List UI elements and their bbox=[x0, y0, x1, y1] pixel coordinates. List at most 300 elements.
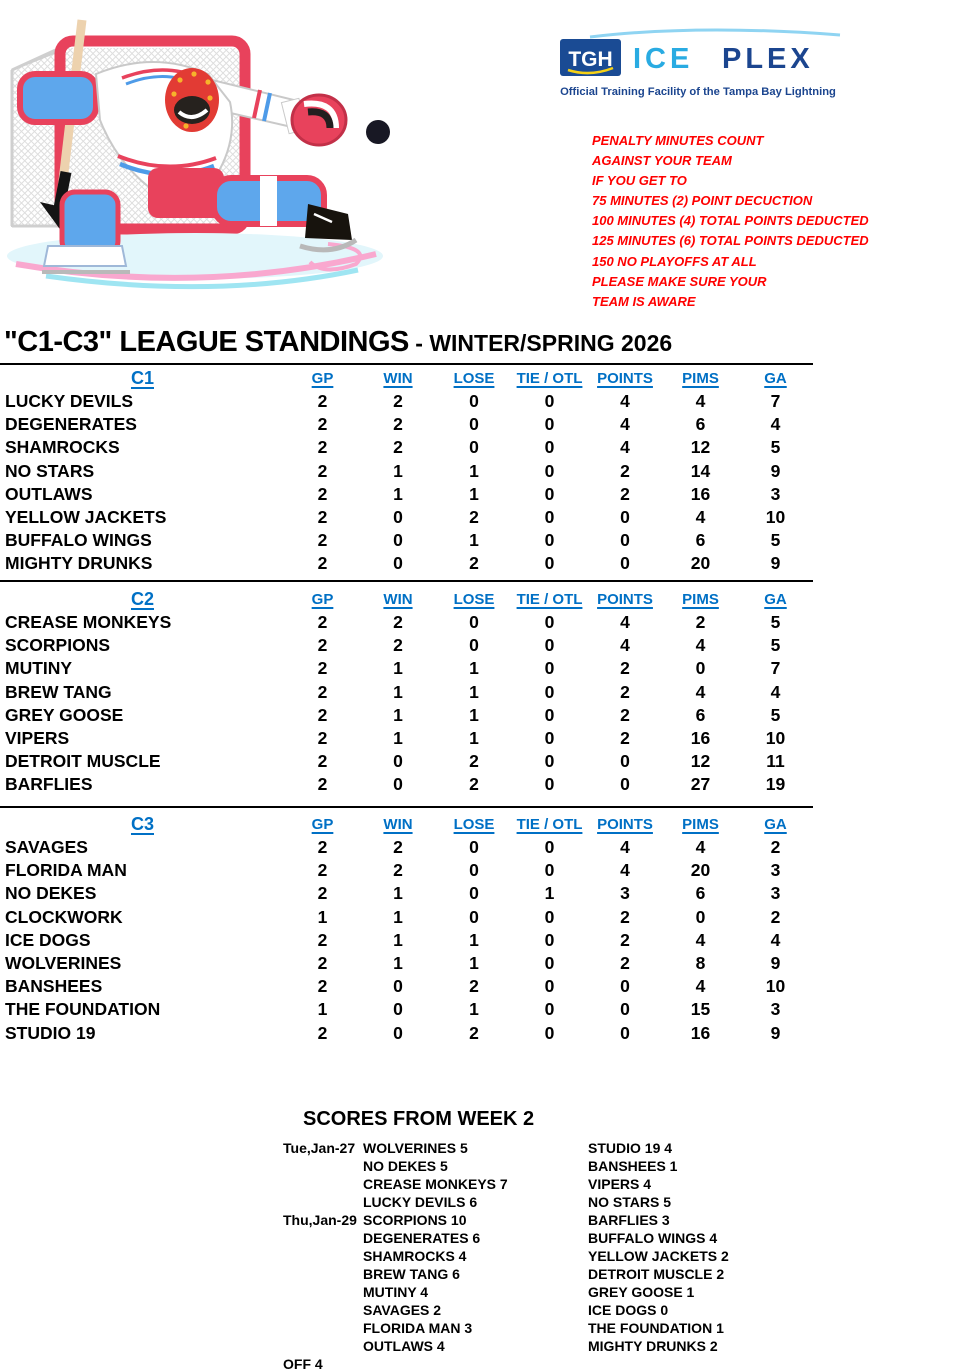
team-stat-gp: 2 bbox=[317, 460, 328, 481]
team-row bbox=[0, 681, 813, 704]
team-stat-gp: 2 bbox=[317, 929, 328, 950]
team-stat-pims: 8 bbox=[695, 953, 706, 974]
score-row bbox=[283, 1355, 903, 1369]
column-header-points: POINTS bbox=[597, 590, 653, 608]
team-stat-lose: 2 bbox=[469, 553, 479, 574]
team-stat-points: 4 bbox=[620, 860, 630, 881]
team-stat-points: 0 bbox=[620, 1022, 630, 1043]
team-stat-win: 1 bbox=[393, 704, 403, 725]
team-stat-points: 0 bbox=[620, 976, 630, 997]
score-home-team: SCORPIONS 10 bbox=[363, 1212, 467, 1228]
team-stat-lose: 1 bbox=[469, 681, 479, 702]
warning-line: PLEASE MAKE SURE YOUR bbox=[592, 273, 767, 289]
team-name: SHAMROCKS bbox=[5, 437, 120, 458]
team-stat-lose: 0 bbox=[469, 883, 479, 904]
column-header-tie-otl: TIE / OTL bbox=[516, 815, 583, 833]
team-name: MUTINY bbox=[5, 658, 73, 679]
division-divider bbox=[0, 580, 813, 582]
team-stat-ga: 10 bbox=[765, 728, 786, 749]
team-stat-tie_otl: 0 bbox=[544, 751, 555, 772]
team-name: FLORIDA MAN bbox=[5, 860, 127, 881]
team-row bbox=[0, 1022, 813, 1045]
team-stat-ga: 4 bbox=[770, 681, 781, 702]
team-stat-pims: 4 bbox=[695, 391, 706, 412]
team-stat-lose: 1 bbox=[469, 460, 479, 481]
column-header-win: WIN bbox=[383, 815, 413, 833]
team-stat-ga: 5 bbox=[770, 612, 781, 633]
team-stat-tie_otl: 1 bbox=[544, 883, 555, 904]
team-stat-ga: 5 bbox=[770, 635, 781, 656]
team-stat-gp: 2 bbox=[317, 860, 328, 881]
division-divider bbox=[0, 806, 813, 808]
team-stat-pims: 12 bbox=[690, 751, 711, 772]
team-stat-lose: 1 bbox=[469, 658, 479, 679]
team-row bbox=[0, 657, 813, 680]
team-stat-gp: 2 bbox=[317, 883, 328, 904]
team-stat-points: 4 bbox=[620, 414, 630, 435]
team-row bbox=[0, 529, 813, 552]
team-stat-ga: 5 bbox=[770, 704, 781, 725]
team-stat-points: 2 bbox=[620, 704, 630, 725]
column-header-win: WIN bbox=[383, 369, 413, 387]
score-away-team: THE FOUNDATION 1 bbox=[588, 1320, 724, 1336]
score-row bbox=[283, 1193, 903, 1211]
score-row bbox=[283, 1319, 903, 1337]
team-stat-gp: 2 bbox=[317, 658, 328, 679]
team-name: YELLOW JACKETS bbox=[5, 507, 167, 528]
score-date: Thu,Jan-29 bbox=[283, 1212, 357, 1228]
team-stat-tie_otl: 0 bbox=[544, 553, 555, 574]
team-stat-lose: 1 bbox=[469, 953, 479, 974]
team-stat-points: 0 bbox=[620, 774, 630, 795]
tgh-ice-plex-logo bbox=[548, 24, 848, 104]
team-stat-points: 0 bbox=[620, 530, 630, 551]
team-stat-tie_otl: 0 bbox=[544, 953, 555, 974]
score-date bbox=[283, 1157, 363, 1175]
team-stat-pims: 15 bbox=[690, 999, 711, 1020]
team-stat-win: 0 bbox=[393, 774, 403, 795]
team-stat-lose: 0 bbox=[469, 635, 479, 656]
score-rows bbox=[283, 1139, 903, 1369]
team-stat-tie_otl: 0 bbox=[544, 976, 555, 997]
team-stat-win: 0 bbox=[393, 507, 403, 528]
team-name: MIGHTY DRUNKS bbox=[5, 553, 153, 574]
team-row bbox=[0, 859, 813, 882]
blocker-pad bbox=[20, 74, 96, 122]
score-home-team: OUTLAWS 4 bbox=[363, 1338, 445, 1354]
score-away-team: DETROIT MUSCLE 2 bbox=[588, 1266, 725, 1282]
team-stat-gp: 1 bbox=[317, 999, 328, 1020]
team-name: ICE DOGS bbox=[5, 929, 91, 950]
score-home-team: MUTINY 4 bbox=[363, 1284, 429, 1300]
team-stat-points: 4 bbox=[620, 635, 630, 656]
team-row bbox=[0, 727, 813, 750]
team-name: CREASE MONKEYS bbox=[5, 612, 172, 633]
column-header-gp: GP bbox=[311, 590, 334, 608]
team-name: SCORPIONS bbox=[5, 635, 111, 656]
score-date bbox=[283, 1301, 363, 1319]
score-home-team: CREASE MONKEYS 7 bbox=[363, 1176, 508, 1192]
team-stat-points: 2 bbox=[620, 953, 630, 974]
score-row bbox=[283, 1229, 903, 1247]
team-stat-win: 1 bbox=[393, 883, 403, 904]
hockey-puck-icon bbox=[366, 120, 390, 144]
team-row bbox=[0, 552, 813, 575]
score-row bbox=[283, 1283, 903, 1301]
team-stat-pims: 4 bbox=[695, 507, 706, 528]
team-stat-pims: 6 bbox=[695, 414, 706, 435]
team-stat-pims: 20 bbox=[690, 553, 711, 574]
team-stat-gp: 2 bbox=[317, 837, 328, 858]
score-away-team: GREY GOOSE 1 bbox=[588, 1284, 695, 1300]
team-row bbox=[0, 611, 813, 634]
team-stat-win: 0 bbox=[393, 976, 403, 997]
team-stat-ga: 5 bbox=[770, 530, 781, 551]
warning-line: 100 MINUTES (4) TOTAL POINTS DEDUCTED bbox=[592, 213, 869, 229]
team-name: DETROIT MUSCLE bbox=[5, 751, 161, 772]
team-stat-lose: 1 bbox=[469, 999, 479, 1020]
team-stat-pims: 14 bbox=[690, 460, 711, 481]
scores-section bbox=[283, 1108, 903, 1369]
team-stat-pims: 6 bbox=[695, 530, 706, 551]
brand-ice-text: ICE bbox=[633, 43, 694, 75]
team-stat-ga: 9 bbox=[770, 553, 781, 574]
column-header-lose: LOSE bbox=[453, 369, 495, 387]
team-stat-pims: 12 bbox=[690, 437, 711, 458]
team-stat-win: 2 bbox=[393, 437, 403, 458]
team-stat-ga: 7 bbox=[770, 391, 781, 412]
team-stat-win: 2 bbox=[393, 837, 403, 858]
score-date: Tue,Jan-27 bbox=[283, 1140, 356, 1156]
score-date bbox=[283, 1175, 363, 1193]
team-stat-pims: 20 bbox=[690, 860, 711, 881]
team-row bbox=[0, 460, 813, 483]
team-stat-lose: 0 bbox=[469, 612, 479, 633]
team-row bbox=[0, 483, 813, 506]
team-name: BARFLIES bbox=[5, 774, 93, 795]
team-stat-pims: 0 bbox=[695, 658, 706, 679]
score-away-team: BUFFALO WINGS 4 bbox=[588, 1230, 718, 1246]
column-header-pims: PIMS bbox=[682, 590, 719, 608]
team-name: BANSHEES bbox=[5, 976, 103, 997]
warning-line: 125 MINUTES (6) TOTAL POINTS DEDUCTED bbox=[592, 233, 869, 249]
team-stat-gp: 2 bbox=[317, 391, 328, 412]
score-away-team: BARFLIES 3 bbox=[588, 1212, 670, 1228]
warning-line: IF YOU GET TO bbox=[592, 173, 687, 189]
team-stat-lose: 0 bbox=[469, 414, 479, 435]
team-stat-pims: 16 bbox=[690, 1022, 711, 1043]
score-date bbox=[283, 1319, 363, 1337]
team-stat-lose: 1 bbox=[469, 929, 479, 950]
team-stat-pims: 16 bbox=[690, 728, 711, 749]
team-stat-pims: 4 bbox=[695, 635, 706, 656]
score-date bbox=[283, 1193, 363, 1211]
team-stat-ga: 3 bbox=[770, 860, 781, 881]
score-date bbox=[283, 1247, 363, 1265]
division-header-row bbox=[0, 812, 813, 836]
score-away-team: ICE DOGS 0 bbox=[588, 1302, 669, 1318]
team-stat-pims: 4 bbox=[695, 976, 706, 997]
team-stat-tie_otl: 0 bbox=[544, 391, 555, 412]
team-stat-lose: 0 bbox=[469, 860, 479, 881]
team-row bbox=[0, 436, 813, 459]
score-home-team: NO DEKES 5 bbox=[363, 1158, 448, 1174]
division-label: C1 bbox=[130, 367, 154, 388]
team-stat-pims: 4 bbox=[695, 837, 706, 858]
score-away-team bbox=[588, 1355, 868, 1369]
team-row bbox=[0, 413, 813, 436]
division-c2 bbox=[0, 587, 813, 797]
team-stat-pims: 4 bbox=[695, 681, 706, 702]
score-away-team: NO STARS 5 bbox=[588, 1194, 671, 1210]
team-stat-tie_otl: 0 bbox=[544, 612, 555, 633]
team-stat-gp: 2 bbox=[317, 1022, 328, 1043]
team-stat-win: 0 bbox=[393, 1022, 403, 1043]
column-header-ga: GA bbox=[764, 590, 787, 608]
team-row bbox=[0, 390, 813, 413]
brand-plex-text: PLEX bbox=[722, 43, 814, 75]
goalie-helmet bbox=[165, 68, 219, 132]
division-c3 bbox=[0, 812, 813, 1045]
team-name: THE FOUNDATION bbox=[5, 999, 161, 1020]
team-name: DEGENERATES bbox=[5, 414, 137, 435]
team-stat-pims: 0 bbox=[695, 906, 706, 927]
column-header-gp: GP bbox=[311, 815, 334, 833]
team-name: LUCKY DEVILS bbox=[5, 391, 134, 412]
team-stat-win: 2 bbox=[393, 414, 403, 435]
team-stat-points: 2 bbox=[620, 681, 630, 702]
score-row bbox=[283, 1157, 903, 1175]
team-stat-points: 2 bbox=[620, 460, 630, 481]
scores-heading: SCORES FROM WEEK 2 bbox=[303, 1108, 535, 1130]
score-home-team: WOLVERINES 5 bbox=[363, 1140, 468, 1156]
column-header-points: POINTS bbox=[597, 369, 653, 387]
team-stat-win: 2 bbox=[393, 612, 403, 633]
team-stat-win: 0 bbox=[393, 530, 403, 551]
title-divider bbox=[0, 363, 813, 365]
team-row bbox=[0, 506, 813, 529]
team-row bbox=[0, 975, 813, 998]
column-header-win: WIN bbox=[383, 590, 413, 608]
team-row bbox=[0, 998, 813, 1021]
team-stat-points: 0 bbox=[620, 999, 630, 1020]
team-stat-points: 2 bbox=[620, 483, 630, 504]
column-header-tie-otl: TIE / OTL bbox=[516, 369, 583, 387]
team-name: STUDIO 19 bbox=[5, 1022, 96, 1043]
team-stat-lose: 0 bbox=[469, 906, 479, 927]
division-header-row bbox=[0, 366, 813, 390]
score-row bbox=[283, 1139, 903, 1157]
score-home-team bbox=[363, 1355, 588, 1369]
team-name: BUFFALO WINGS bbox=[5, 530, 152, 551]
column-header-pims: PIMS bbox=[682, 369, 719, 387]
score-home-team: SHAMROCKS 4 bbox=[363, 1248, 467, 1264]
warning-line: 75 MINUTES (2) POINT DECUCTION bbox=[592, 193, 813, 209]
score-row bbox=[283, 1337, 903, 1355]
team-stat-pims: 6 bbox=[695, 883, 706, 904]
score-home-team: FLORIDA MAN 3 bbox=[363, 1320, 473, 1336]
score-row bbox=[283, 1301, 903, 1319]
team-stat-tie_otl: 0 bbox=[544, 929, 555, 950]
team-stat-points: 4 bbox=[620, 437, 630, 458]
score-date bbox=[283, 1265, 363, 1283]
team-name: NO DEKES bbox=[5, 883, 97, 904]
score-home-team: DEGENERATES 6 bbox=[363, 1230, 481, 1246]
team-stat-points: 2 bbox=[620, 658, 630, 679]
team-stat-tie_otl: 0 bbox=[544, 507, 555, 528]
team-stat-tie_otl: 0 bbox=[544, 906, 555, 927]
penalty-warning bbox=[592, 131, 892, 312]
team-stat-gp: 2 bbox=[317, 976, 328, 997]
team-stat-win: 1 bbox=[393, 953, 403, 974]
team-name: VIPERS bbox=[5, 728, 70, 749]
team-stat-tie_otl: 0 bbox=[544, 1022, 555, 1043]
score-row bbox=[283, 1247, 903, 1265]
team-stat-ga: 3 bbox=[770, 483, 781, 504]
score-home-team: SAVAGES 2 bbox=[363, 1302, 442, 1318]
team-stat-points: 0 bbox=[620, 751, 630, 772]
team-stat-points: 2 bbox=[620, 929, 630, 950]
team-name: WOLVERINES bbox=[5, 953, 122, 974]
team-row bbox=[0, 882, 813, 905]
score-home-team: BREW TANG 6 bbox=[363, 1266, 460, 1282]
team-row bbox=[0, 906, 813, 929]
team-stat-win: 0 bbox=[393, 553, 403, 574]
hockey-goalie-clipart bbox=[2, 8, 400, 308]
team-stat-ga: 3 bbox=[770, 883, 781, 904]
warning-line: PENALTY MINUTES COUNT bbox=[592, 133, 764, 148]
team-stat-win: 1 bbox=[393, 460, 403, 481]
score-date: OFF 4 bbox=[283, 1356, 323, 1369]
team-stat-tie_otl: 0 bbox=[544, 460, 555, 481]
team-row bbox=[0, 836, 813, 859]
team-stat-tie_otl: 0 bbox=[544, 437, 555, 458]
team-stat-points: 4 bbox=[620, 837, 630, 858]
page-title bbox=[4, 326, 672, 359]
team-name: CLOCKWORK bbox=[5, 906, 123, 927]
score-row bbox=[283, 1175, 903, 1193]
team-stat-win: 1 bbox=[393, 929, 403, 950]
team-stat-lose: 1 bbox=[469, 704, 479, 725]
team-stat-win: 1 bbox=[393, 483, 403, 504]
team-stat-gp: 2 bbox=[317, 437, 328, 458]
team-stat-win: 2 bbox=[393, 635, 403, 656]
score-row bbox=[283, 1265, 903, 1283]
team-stat-win: 1 bbox=[393, 906, 403, 927]
team-stat-tie_otl: 0 bbox=[544, 728, 555, 749]
score-home-team: LUCKY DEVILS 6 bbox=[363, 1194, 478, 1210]
team-stat-ga: 9 bbox=[770, 460, 781, 481]
team-stat-ga: 2 bbox=[770, 906, 781, 927]
column-header-points: POINTS bbox=[597, 815, 653, 833]
catch-glove bbox=[281, 95, 346, 145]
team-stat-tie_otl: 0 bbox=[544, 774, 555, 795]
team-stat-tie_otl: 0 bbox=[544, 704, 555, 725]
title-main: "C1-C3" LEAGUE STANDINGS bbox=[4, 326, 409, 358]
division-c1 bbox=[0, 366, 813, 576]
team-stat-gp: 2 bbox=[317, 953, 328, 974]
team-stat-win: 0 bbox=[393, 999, 403, 1020]
team-stat-ga: 11 bbox=[766, 751, 785, 772]
team-row bbox=[0, 929, 813, 952]
team-row bbox=[0, 773, 813, 796]
column-header-tie-otl: TIE / OTL bbox=[516, 590, 583, 608]
team-stat-tie_otl: 0 bbox=[544, 530, 555, 551]
column-header-ga: GA bbox=[764, 369, 787, 387]
team-stat-gp: 2 bbox=[317, 507, 328, 528]
team-name: NO STARS bbox=[5, 460, 95, 481]
score-away-team: BANSHEES 1 bbox=[588, 1158, 678, 1174]
team-stat-tie_otl: 0 bbox=[544, 837, 555, 858]
tgh-text: TGH bbox=[568, 48, 613, 71]
division-header-row bbox=[0, 587, 813, 611]
team-stat-gp: 2 bbox=[317, 612, 328, 633]
team-stat-pims: 6 bbox=[695, 704, 706, 725]
warning-line: 150 NO PLAYOFFS AT ALL bbox=[592, 253, 757, 269]
team-stat-points: 2 bbox=[620, 906, 630, 927]
team-stat-ga: 10 bbox=[765, 976, 786, 997]
score-away-team: STUDIO 19 4 bbox=[588, 1140, 673, 1156]
team-stat-gp: 1 bbox=[317, 906, 328, 927]
team-stat-win: 2 bbox=[393, 391, 403, 412]
team-stat-lose: 1 bbox=[469, 728, 479, 749]
team-stat-lose: 2 bbox=[469, 774, 479, 795]
score-away-team: VIPERS 4 bbox=[588, 1176, 652, 1192]
column-header-lose: LOSE bbox=[453, 590, 495, 608]
team-stat-win: 1 bbox=[393, 681, 403, 702]
team-stat-gp: 2 bbox=[317, 681, 328, 702]
team-row bbox=[0, 952, 813, 975]
team-stat-tie_otl: 0 bbox=[544, 658, 555, 679]
team-stat-tie_otl: 0 bbox=[544, 681, 555, 702]
team-stat-lose: 0 bbox=[469, 837, 479, 858]
score-date bbox=[283, 1283, 363, 1301]
team-stat-pims: 16 bbox=[690, 483, 711, 504]
team-stat-tie_otl: 0 bbox=[544, 414, 555, 435]
team-stat-ga: 4 bbox=[770, 414, 781, 435]
team-stat-win: 0 bbox=[393, 751, 403, 772]
team-stat-lose: 2 bbox=[469, 507, 479, 528]
score-date bbox=[283, 1337, 363, 1355]
score-row bbox=[283, 1211, 903, 1229]
team-stat-gp: 2 bbox=[317, 704, 328, 725]
team-stat-ga: 5 bbox=[770, 437, 781, 458]
team-name: BREW TANG bbox=[5, 681, 112, 702]
team-stat-points: 2 bbox=[620, 728, 630, 749]
team-stat-win: 1 bbox=[393, 658, 403, 679]
team-stat-ga: 7 bbox=[770, 658, 781, 679]
team-stat-win: 2 bbox=[393, 860, 403, 881]
team-row bbox=[0, 704, 813, 727]
team-stat-ga: 10 bbox=[765, 507, 786, 528]
team-stat-lose: 2 bbox=[469, 751, 479, 772]
team-stat-gp: 2 bbox=[317, 530, 328, 551]
team-stat-gp: 2 bbox=[317, 414, 328, 435]
team-stat-ga: 9 bbox=[770, 953, 781, 974]
team-stat-gp: 2 bbox=[317, 774, 328, 795]
score-date bbox=[283, 1229, 363, 1247]
division-label: C2 bbox=[130, 588, 154, 609]
column-header-gp: GP bbox=[311, 369, 334, 387]
column-header-ga: GA bbox=[764, 815, 787, 833]
team-stat-ga: 9 bbox=[770, 1022, 781, 1043]
team-stat-tie_otl: 0 bbox=[544, 860, 555, 881]
logo-tagline: Official Training Facility of the Tampa Bay Lightning bbox=[560, 86, 836, 98]
team-stat-gp: 2 bbox=[317, 483, 328, 504]
team-stat-ga: 2 bbox=[770, 837, 781, 858]
team-stat-lose: 2 bbox=[469, 976, 479, 997]
division-label: C3 bbox=[130, 813, 154, 834]
